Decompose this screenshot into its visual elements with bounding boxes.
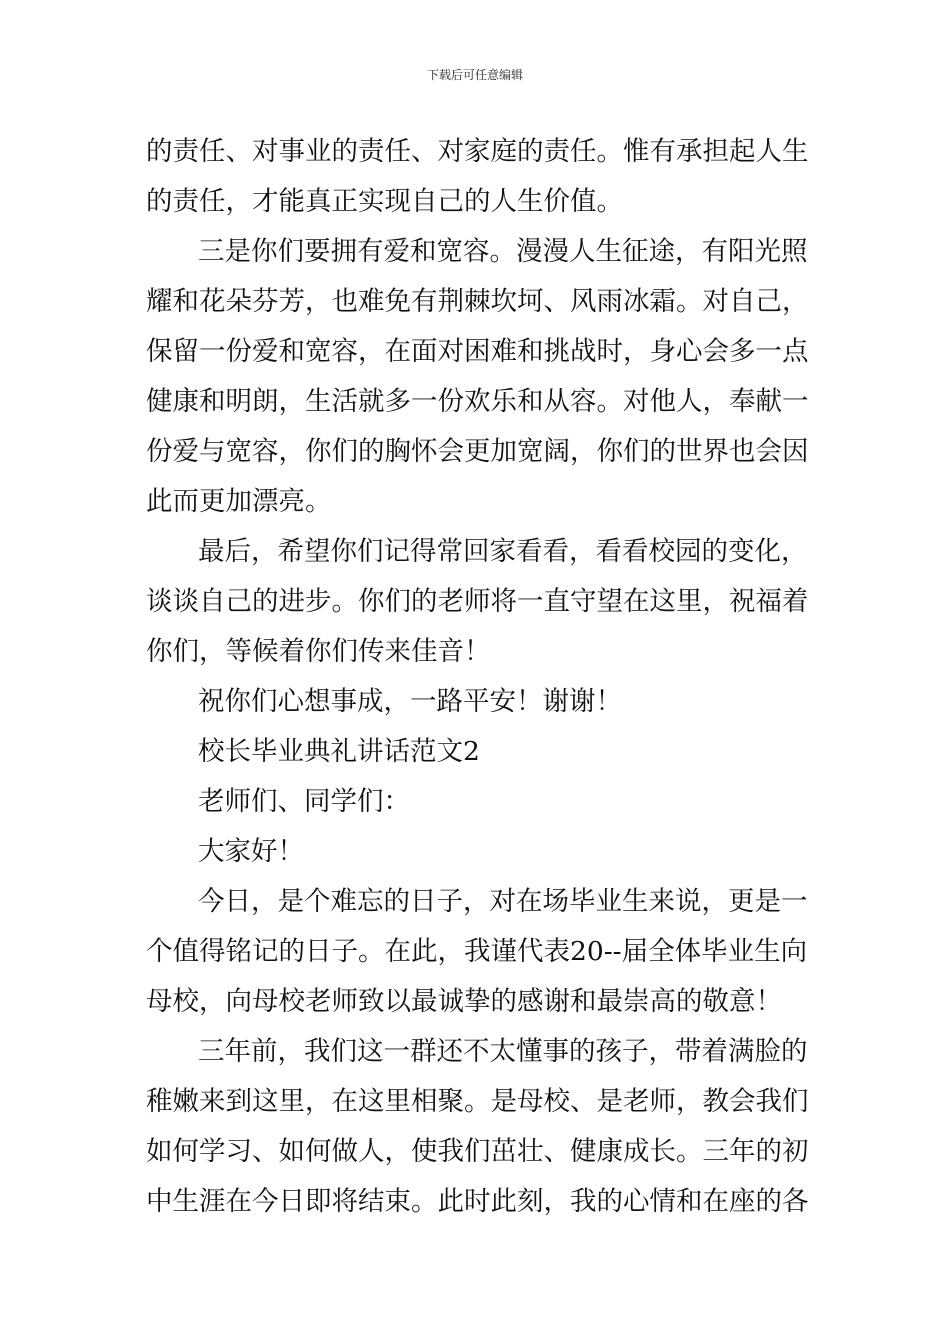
text-line: 母校，向母校老师致以最诚挚的感谢和最崇高的敬意！ (146, 986, 782, 1017)
text-line: 耀和花朵芬芳，也难免有荆棘坎坷、风雨冰霜。对自己， (146, 286, 809, 317)
text-line: 你们，等候着你们传来佳音！ (146, 636, 491, 667)
text-line: 保留一份爱和宽容，在面对困难和挑战时，身心会多一点 (146, 336, 809, 367)
text-line: 三年前，我们这一群还不太懂事的孩子，带着满脸的 (198, 1036, 808, 1067)
text-line: 此而更加漂亮。 (146, 486, 332, 517)
salutation: 老师们、同学们： (198, 786, 410, 817)
text-line: 三是你们要拥有爱和宽容。漫漫人生征途，有阳光照 (198, 236, 808, 267)
text-line: 个值得铭记的日子。在此，我谨代表20--届全体毕业生向 (146, 936, 808, 967)
text-line: 稚嫩来到这里，在这里相聚。是母校、是老师，教会我们 (146, 1086, 809, 1117)
text-line: 谈谈自己的进步。你们的老师将一直守望在这里，祝福着 (146, 586, 809, 617)
text-line: 中生涯在今日即将结束。此时此刻，我的心情和在座的各 (146, 1186, 809, 1217)
greeting: 大家好！ (198, 836, 304, 867)
text-line: 最后，希望你们记得常回家看看，看看校园的变化， (198, 536, 808, 567)
text-line: 份爱与宽容，你们的胸怀会更加宽阔，你们的世界也会因 (146, 436, 809, 467)
text-line: 的责任、对事业的责任、对家庭的责任。惟有承担起人生 (146, 136, 809, 167)
section-title: 校长毕业典礼讲话范文2 (198, 736, 480, 767)
text-line: 健康和明朗，生活就多一份欢乐和从容。对他人，奉献一 (146, 386, 809, 417)
document-body (146, 127, 810, 1227)
page-header-note: 下载后可任意编辑 (426, 68, 523, 82)
text-line: 祝你们心想事成，一路平安！谢谢！ (198, 686, 622, 717)
text-line: 的责任，才能真正实现自己的人生价值。 (146, 186, 623, 217)
text-line: 今日，是个难忘的日子，对在场毕业生来说，更是一 (198, 886, 808, 917)
text-line: 如何学习、如何做人，使我们茁壮、健康成长。三年的初 (146, 1136, 809, 1167)
